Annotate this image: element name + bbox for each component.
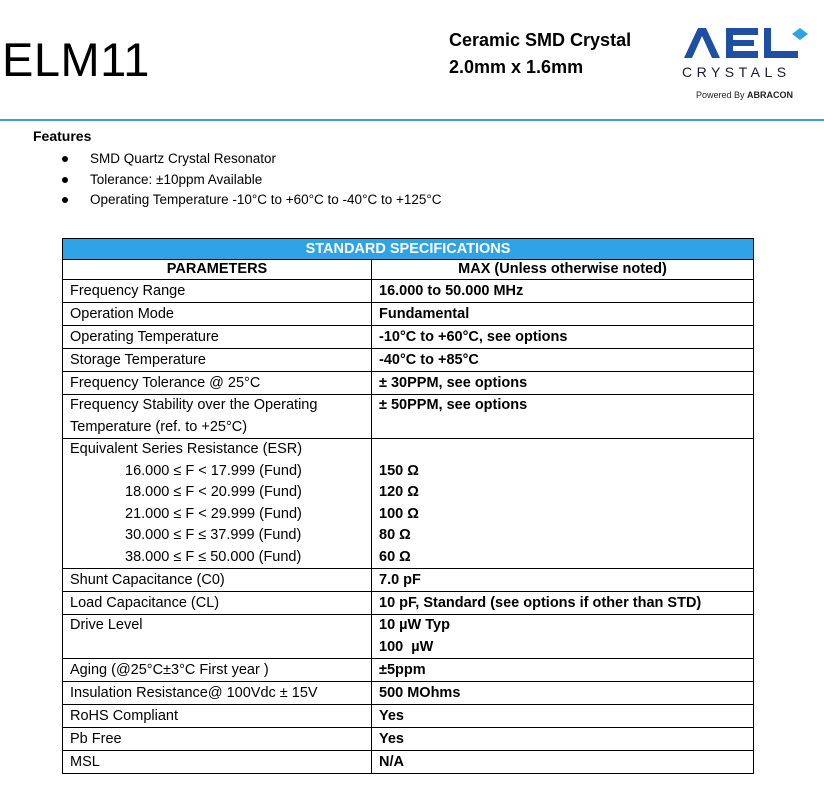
param-cell: MSL: [63, 751, 372, 774]
powered-brand: ABRACON: [747, 90, 794, 100]
param-cell: Shunt Capacitance (C0): [63, 569, 372, 592]
esr-value: 80 Ω: [379, 527, 411, 543]
value-cell: 16.000 to 50.000 MHz: [372, 280, 754, 303]
value-cell: N/A: [372, 751, 754, 774]
param-cell: RoHS Compliant: [63, 705, 372, 728]
bullet-icon: [62, 177, 68, 183]
feature-item: [60, 170, 442, 191]
table-row: [63, 349, 754, 372]
param-cell: Aging (@25°C±3°C First year ): [63, 659, 372, 682]
feature-text: Tolerance: ±10ppm Available: [90, 171, 263, 187]
esr-value: 150 Ω: [379, 462, 419, 479]
esr-range: 21.000 ≤ F < 29.999 (Fund): [125, 505, 302, 522]
table-row: [63, 751, 754, 774]
logo-crystals-text: CRYSTALS: [682, 64, 791, 80]
powered-prefix: Powered By: [696, 90, 748, 100]
drive-value: 100 µW: [379, 638, 434, 655]
logo-powered-by: [696, 90, 793, 100]
param-cell: [63, 439, 372, 569]
esr-value: 100 Ω: [379, 505, 419, 522]
value-cell: Fundamental: [372, 303, 754, 326]
param-cell: Frequency Tolerance @ 25°C: [63, 372, 372, 395]
ael-logo-mark: [680, 24, 822, 64]
table-row: [63, 303, 754, 326]
table-row: [63, 659, 754, 682]
table-row: [63, 615, 754, 659]
product-type: Ceramic SMD Crystal: [449, 30, 632, 50]
specifications-table: [62, 238, 754, 774]
value-cell: Yes: [372, 705, 754, 728]
param-cell: Drive Level: [63, 615, 372, 659]
bullet-icon: [62, 156, 68, 162]
part-number-title: ELM11: [2, 33, 150, 86]
table-row: [63, 372, 754, 395]
param-line: Temperature (ref. to +25°C): [70, 418, 248, 435]
table-row: [63, 395, 754, 439]
product-subtitle: [449, 27, 631, 81]
bullet-icon: [62, 197, 68, 203]
feature-item: [60, 149, 442, 170]
esr-range: 16.000 ≤ F < 17.999 (Fund): [125, 462, 302, 479]
value-cell: [372, 439, 754, 569]
param-cell: Pb Free: [63, 728, 372, 751]
value-cell: 10 pF, Standard (see options if other than STD): [372, 592, 754, 615]
param-cell: Frequency Range: [63, 280, 372, 303]
esr-value: 120 Ω: [379, 484, 419, 500]
ael-logo: [680, 24, 822, 104]
esr-value: 60 Ω: [379, 548, 411, 565]
drive-value: 10 µW Typ: [379, 617, 450, 633]
value-cell: [372, 615, 754, 659]
features-list: [60, 149, 442, 211]
feature-text: Operating Temperature -10°C to +60°C to -40°C to +125°C: [90, 192, 442, 207]
value-cell: ± 30PPM, see options: [372, 372, 754, 395]
value-cell: -40°C to +85°C: [372, 349, 754, 372]
param-cell: Insulation Resistance@ 100Vdc ± 15V: [63, 682, 372, 705]
column-header-max: MAX (Unless otherwise noted): [372, 260, 754, 280]
feature-item: [60, 190, 442, 211]
value-cell: ±5ppm: [372, 659, 754, 682]
param-cell: Storage Temperature: [63, 349, 372, 372]
table-row: [63, 569, 754, 592]
param-cell: Operation Mode: [63, 303, 372, 326]
esr-heading: Equivalent Series Resistance (ESR): [70, 441, 303, 457]
value-cell: 7.0 pF: [372, 569, 754, 592]
table-row-esr: [63, 439, 754, 569]
table-title: STANDARD SPECIFICATIONS: [63, 239, 754, 260]
value-cell: ± 50PPM, see options: [372, 395, 754, 439]
esr-range: 38.000 ≤ F ≤ 50.000 (Fund): [125, 548, 302, 565]
table-row: [63, 326, 754, 349]
features-heading: Features: [33, 128, 92, 144]
esr-range: 30.000 ≤ F ≤ 37.999 (Fund): [125, 527, 302, 543]
esr-range: 18.000 ≤ F < 20.999 (Fund): [125, 484, 302, 500]
table-row: [63, 728, 754, 751]
header-divider: [0, 119, 824, 121]
value-cell: 500 MOhms: [372, 682, 754, 705]
table-row: [63, 280, 754, 303]
param-cell: [63, 395, 372, 439]
feature-text: SMD Quartz Crystal Resonator: [90, 151, 277, 166]
product-size: 2.0mm x 1.6mm: [449, 57, 584, 77]
table-row: [63, 592, 754, 615]
table-row: [63, 705, 754, 728]
table-row: [63, 682, 754, 705]
value-cell: -10°C to +60°C, see options: [372, 326, 754, 349]
param-cell: Load Capacitance (CL): [63, 592, 372, 615]
column-header-parameters: PARAMETERS: [63, 260, 372, 280]
value-cell: Yes: [372, 728, 754, 751]
param-line: Frequency Stability over the Operating: [70, 397, 318, 413]
param-cell: Operating Temperature: [63, 326, 372, 349]
